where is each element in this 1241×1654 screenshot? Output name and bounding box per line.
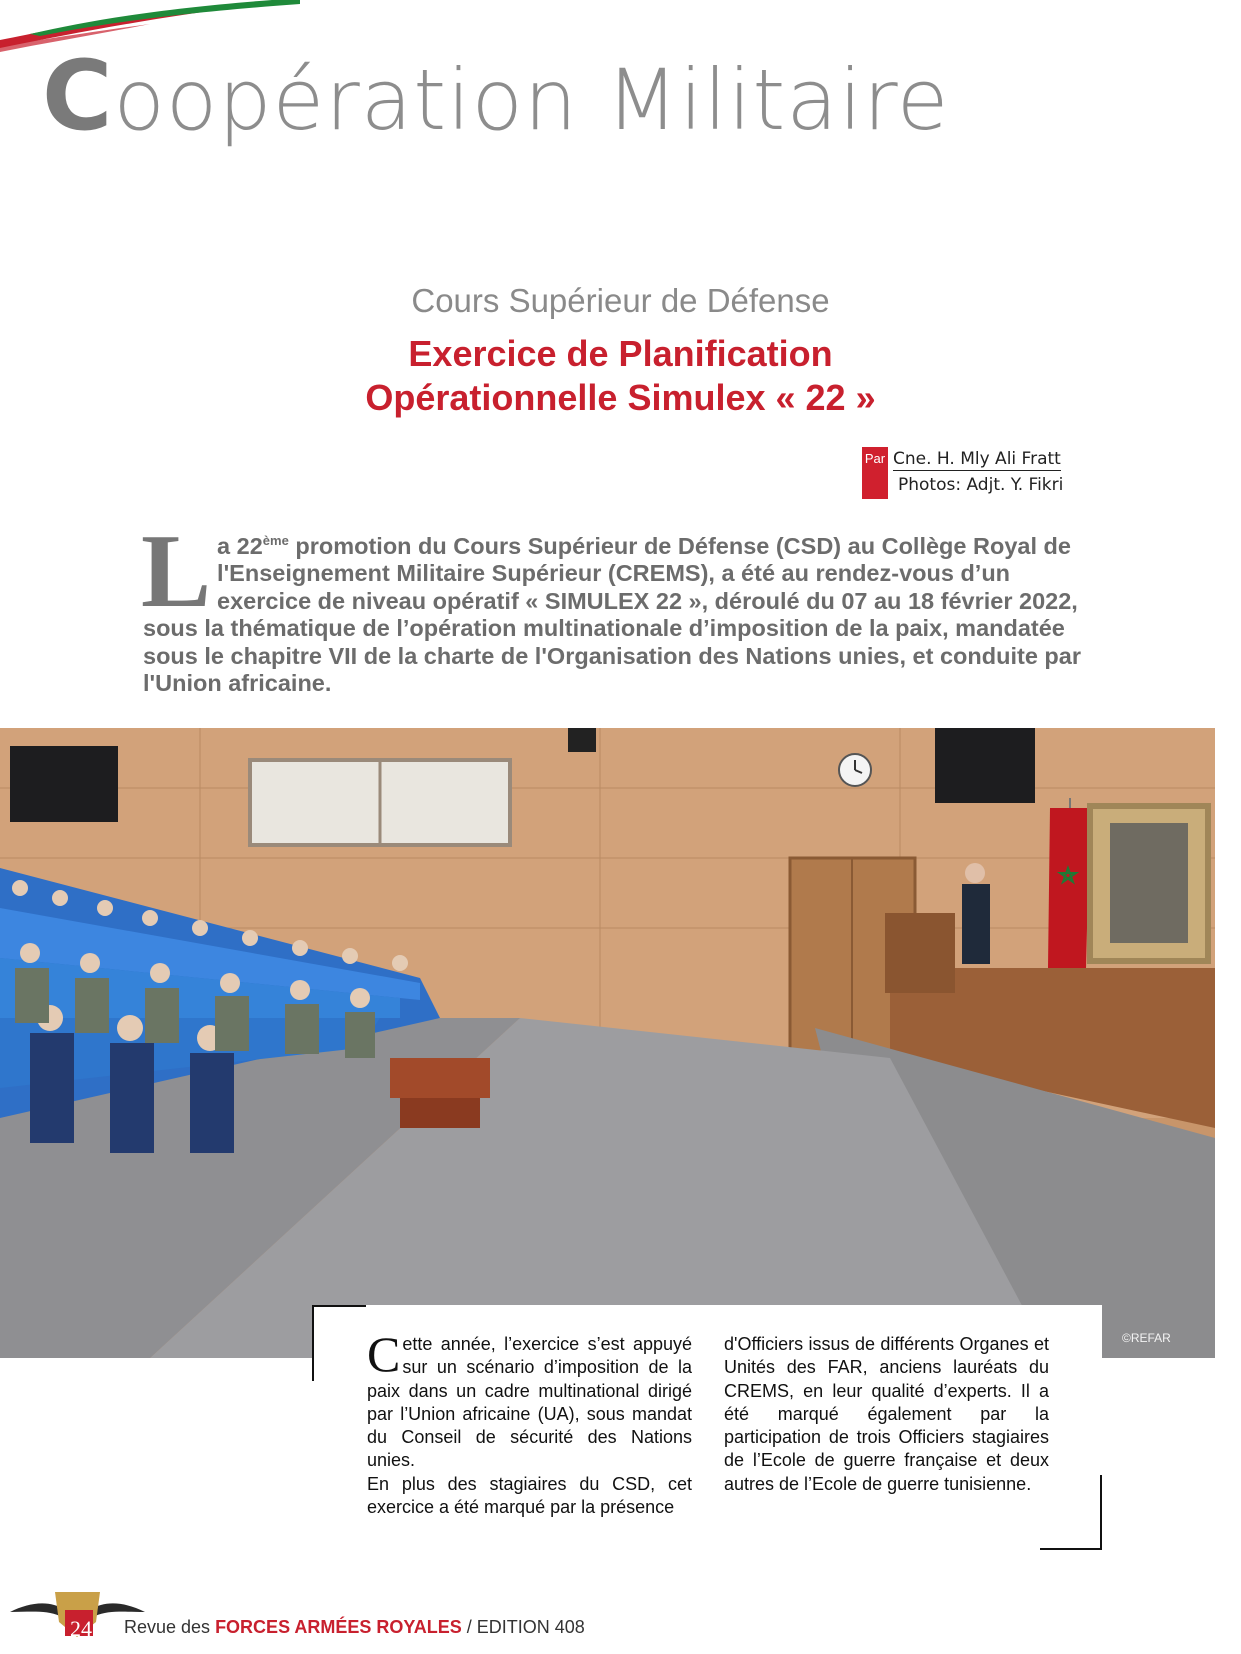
conference-photo <box>0 728 1215 1358</box>
headline-line-1: Exercice de Planification <box>408 333 833 374</box>
corner-bracket-top-left <box>312 1305 314 1381</box>
section-title-cap: C <box>42 40 114 152</box>
lead-dropcap: L <box>141 512 212 629</box>
body-col2-para1: d'Officiers issus de différents Organes et Unités des FAR, anciens lauréats du CREMS, en leur qualité d’experts. Il a été marqué également par la participation de trois Officiers stagiaires de l’Ecole de guerre française et deux autres de l’Ecole de guerre tunisienne. <box>724 1334 1049 1494</box>
byline-par-badge: Par <box>862 447 888 499</box>
lead-text-2: promotion du Cours Supérieur de Défense (CSD) au Collège Royal de l'Enseignement Militaire Supérieur (CREMS), a été au rendez-vous d’un exercice de niveau opératif « SIMULEX 22 », déroulé du 07 au 18 février 2022, sous la thématique de l’opération multinationale d’imposition de la paix, mandatée sous le chapitre VII de la charte de l'Organisation des Nations unies, et conduite par l'Union africaine. <box>143 532 1081 697</box>
article-headline <box>0 332 1241 420</box>
footer-magazine-name: FORCES ARMÉES ROYALES <box>215 1617 462 1637</box>
section-title <box>42 40 950 152</box>
corner-bracket-bottom-right <box>1100 1475 1102 1550</box>
byline-photos: Photos: Adjt. Y. Fikri <box>898 475 1064 495</box>
body-column-1 <box>367 1326 692 1519</box>
photo-credit: ©REFAR <box>1122 1331 1171 1345</box>
body-column-2 <box>724 1333 1049 1496</box>
corner-bracket-bottom-right-h <box>1040 1548 1102 1550</box>
section-title-rest: oopération Militaire <box>113 51 950 149</box>
corner-bracket-top-left-h <box>312 1305 366 1307</box>
body-col1-para2: En plus des stagiaires du CSD, cet exercice a été marqué par la présence <box>367 1473 692 1518</box>
footer-edition: / EDITION 408 <box>461 1617 585 1637</box>
body-col1-para1: ette année, l’exercice s’est appuyé sur un scénario d’imposition de la paix dans un cadre multinational dirigé par l’Union africaine (UA), sous mandat du Conseil de sécurité des Nations unies. <box>367 1334 692 1471</box>
lead-paragraph <box>141 512 1103 698</box>
footer-publication <box>124 1617 585 1638</box>
article-kicker: Cours Supérieur de Défense <box>411 282 830 319</box>
lead-text-1: a 22 <box>217 532 263 559</box>
lead-superscript: ème <box>262 533 289 548</box>
headline-line-2: Opérationnelle Simulex « 22 » <box>365 377 876 418</box>
byline-author: Cne. H. Mly Ali Fratt <box>893 449 1061 469</box>
page-number: 24 <box>70 1616 92 1641</box>
body-dropcap: C <box>367 1326 401 1382</box>
footer-revue: Revue des <box>124 1617 216 1637</box>
